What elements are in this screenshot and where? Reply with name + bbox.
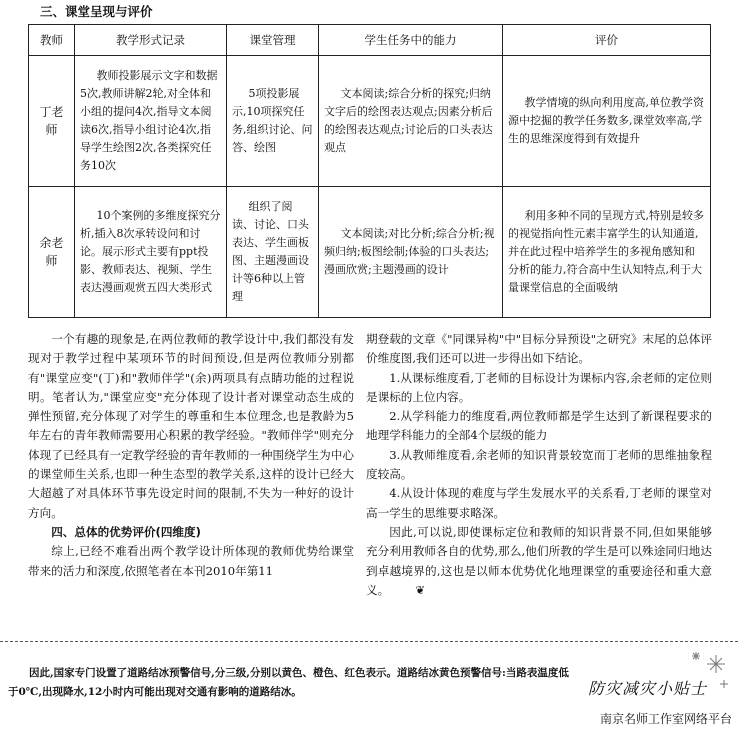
conclusion-item: 2.从学科能力的维度看,两位教师都是学生达到了新课程要求的地理学科能力的全部4个层级的能力 bbox=[366, 409, 712, 443]
cell-form: 10个案例的多维度探究分析,插入8次承转设问和讨论。展示形式主要有ppt投影、教师表达、视频、学生表达漫画观赏五四大类形式 bbox=[75, 187, 227, 318]
tips-label: 防灾减灾小贴士 bbox=[588, 679, 708, 698]
closing-text: 因此,可以说,即使课标定位和教师的知识背景不同,但如果能够充分利用教师各自的优势,那么,他们所教的学生是可以殊途同归地达到卓越境界的,这也是以师本优势优化地理课堂的重要途径和重大意义。 bbox=[366, 524, 712, 597]
body-right-column bbox=[366, 330, 712, 600]
table-row bbox=[29, 56, 711, 187]
cell-form: 教师投影展示文字和数据5次,教师讲解2轮,对全体和小组的提问4次,指导文本阅读6次,指导小组讨论4次,指导学生绘图2次,各类探究任务10次 bbox=[75, 56, 227, 187]
table-row bbox=[29, 187, 711, 318]
header-form: 教学形式记录 bbox=[75, 25, 227, 56]
body-paragraph: 综上,已经不难看出两个教学设计所体现的教师优势给课堂带来的活力和深度,依照笔者在本刊2010年第11 bbox=[28, 544, 354, 578]
cell-teacher: 余老师 bbox=[29, 187, 75, 318]
cell-ability: 文本阅读;综合分析的探究;归纳文字后的绘图表达观点;因素分析后的绘图表达观点;讨论后的口头表达观点 bbox=[319, 56, 503, 187]
body-paragraph: 一个有趣的现象是,在两位教师的教学设计中,我们都没有发现对于教学过程中某项环节的时间预设,但是两位教师分别都有"课堂应变"(丁)和"教师伴学"(余)两项具有点睛功能的过程说明。笔者认为,"课堂应变"充分体现了设计者对课堂动态生成的弹性预留,充分体现了对学生的尊重和生本位理念,也是教龄为5年左右的青年教师需要用心积累的教学经验。"教师伴学"则充分体现了已经具有一定教学经验的青年教师的一种围绕学生为中心的课堂师生关系,也即一种生态型的教学关系,这样的设计已经大大超越了对具体环节事先设定时间的限制,不失为一种好的设计方向。 bbox=[28, 332, 354, 520]
header-evaluation: 评价 bbox=[503, 25, 711, 56]
footer-note: 因此,国家专门设置了道路结冰预警信号,分三级,分别以黄色、橙色、红色表示。道路结冰黄色预警信号:当路表温度低于0℃,出现降水,12小时内可能出现对交通有影响的道路结冰。 bbox=[8, 667, 569, 698]
conclusion-item: 4.从设计体现的难度与学生发展水平的关系看,丁老师的课堂对高一学生的思维要求略深。 bbox=[366, 486, 712, 520]
evaluation-table bbox=[28, 24, 711, 318]
dashed-divider bbox=[0, 641, 738, 642]
cell-management: 5项投影展示,10项探究任务,组织讨论、问答、绘图 bbox=[227, 56, 319, 187]
closing-paragraph bbox=[366, 523, 712, 600]
subheading: 四、总体的优势评价(四维度) bbox=[51, 524, 201, 539]
header-management: 课堂管理 bbox=[227, 25, 319, 56]
cell-teacher: 丁老师 bbox=[29, 56, 75, 187]
header-ability: 学生任务中的能力 bbox=[319, 25, 503, 56]
conclusion-item: 1.从课标维度看,丁老师的目标设计为课标内容,余老师的定位则是课标的上位内容。 bbox=[366, 370, 712, 404]
cell-management: 组织了阅读、讨论、口头表达、学生画板图、主题漫画设计等6种以上管理 bbox=[227, 187, 319, 318]
header-teacher: 教师 bbox=[29, 25, 75, 56]
section-title: 三、课堂呈现与评价 bbox=[40, 4, 153, 19]
cell-evaluation: 利用多种不同的呈现方式,特别是较多的视觉指向性元素丰富学生的认知通道,并在此过程中培养学生的多视角感知和分析的能力,符合高中生认知特点,利于大量课堂信息的全面吸纳 bbox=[503, 187, 711, 318]
end-mark-icon: ❦ bbox=[415, 582, 426, 597]
body-paragraph: 期登载的文章《"同课异构"中"目标分异预设"之研究》末尾的总体评价维度图,我们还可以进一步得出如下结论。 bbox=[366, 332, 712, 366]
cell-ability: 文本阅读;对比分析;综合分析;视频归纳;板图绘制;体验的口头表达;漫画欣赏;主题漫画的设计 bbox=[319, 187, 503, 318]
watermark: 南京名师工作室网络平台 bbox=[599, 712, 732, 726]
table-header-row bbox=[29, 25, 711, 56]
conclusion-item: 3.从教师维度看,余老师的知识背景较宽而丁老师的思维抽象程度较高。 bbox=[366, 447, 712, 482]
body-left-column bbox=[28, 330, 354, 581]
cell-evaluation: 教学情境的纵向利用度高,单位教学资源中挖掘的教学任务数多,课堂效率高,学生的思维深度得到有效提升 bbox=[503, 56, 711, 187]
